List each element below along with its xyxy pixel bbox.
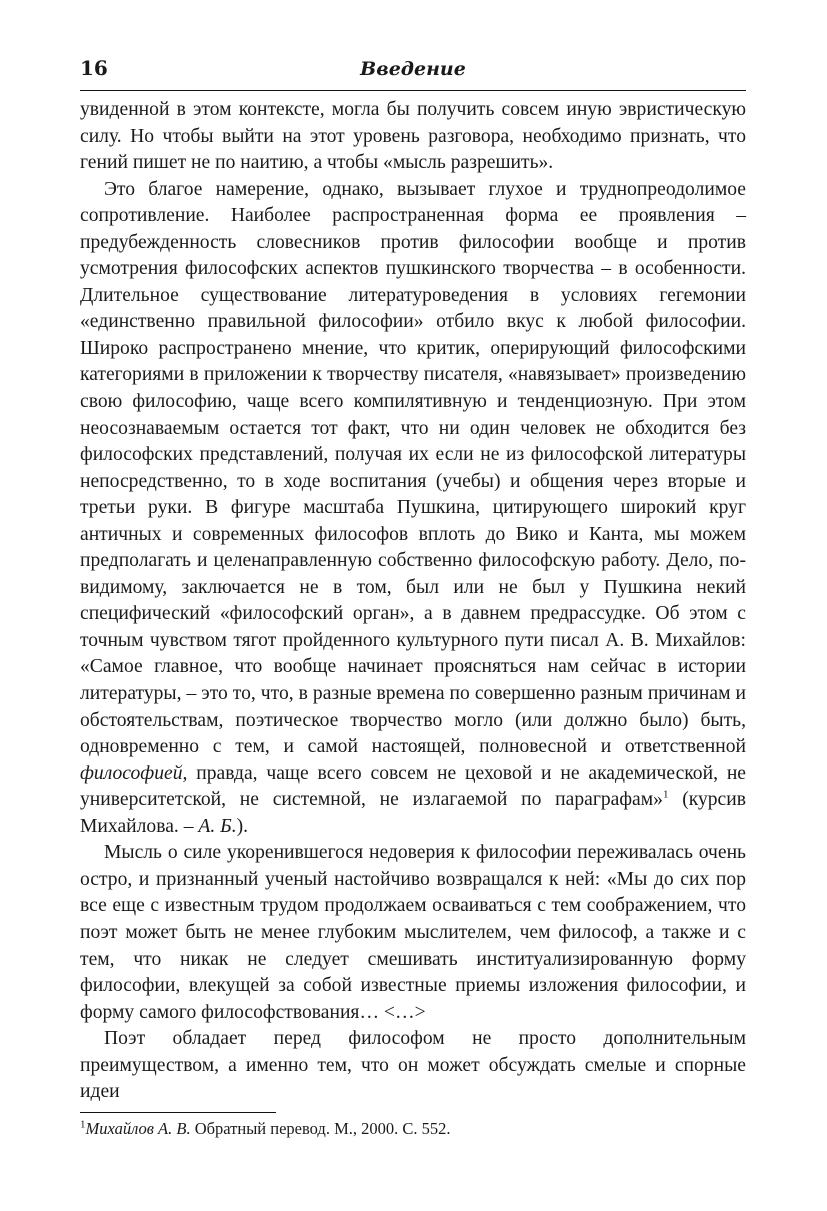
- paragraph-2-part-d: ).: [236, 815, 249, 837]
- paragraph-2-part-c: (курсив Михайлова. –: [80, 789, 746, 837]
- footnote-divider: [80, 1112, 276, 1113]
- footnote-ref: 1: [662, 788, 669, 801]
- body-text: [80, 97, 746, 1106]
- page-header: [80, 52, 746, 91]
- paragraph-2: [80, 177, 746, 841]
- paragraph-2-part-a: Это благое намерение, однако, вызывает глухое и труднопреодолимое сопротивление. Наиболее распространенная форма ее проявления – предубежденность словесников против философии вообще и против усмотрения философских аспектов пушкинского творчества – в особенности. Длительное существование литературоведения в условиях гегемонии «единственно правильной философии» отбило вкус к любой философии. Широко распространено мнение, что критик, оперирующий философскими категориями в приложении к творчеству писателя, «навязывает» произведению свою философию, чаще всего компилятивную и тенденциозную. При этом неосознаваемым остается тот факт, что ни один человек не обходится без философских представлений, получая их если не из философской литературы непосредственно, то в ходе воспитания (учебы) и общения через вторые и третьи руки. В фигуре масштаба Пушкина, цитирующего широкий круг античных и современных философов вплоть до Вико и Канта, мы можем предполагать и целенаправленную собственно философскую работу. Дело, по-видимому, заключается не в том, был или не был у Пушкина некий специфический «философский орган», а в давнем предрассудке. Об этом с точным чувством тягот пройденного культурного пути писал А. В. Михайлов: «Самое главное, что вообще начинает проясняться нам сейчас в истории литературы, – это то, что, в разные времена по совершенно разным причинам и обстоятельствам, поэтическое творчество могло (или должно было) быть, одновременно с тем, и самой настоящей, полновесной и ответственной: [80, 178, 746, 758]
- emphasis-philosophy: философией,: [80, 762, 188, 784]
- book-page: [80, 52, 746, 1141]
- paragraph-3: Мысль о силе укоренившегося недоверия к философии переживалась очень остро, и признанный ученый настойчиво возвращался к ней: «Мы до сих пор все еще с известным трудом продолжаем осваиваться с тем соображением, что поэт может быть не менее глубоким мыслителем, чем философ, а также и с тем, что никак не следует смешивать институализированную форму философии, влекущей за собой известные приемы изложения философии, и форму самого философствования… <…>: [80, 842, 746, 1023]
- paragraph-2-part-b: правда, чаще всего совсем не цеховой и не академической, не университетской, не системной, не излагаемой по параграфам»: [80, 762, 746, 811]
- paragraph-4: Поэт обладает перед философом не просто дополнительным преимуществом, а именно тем, что он может обсуждать смелые и спорные идеи: [80, 1028, 746, 1103]
- footnote-text: Обратный перевод. М., 2000. С. 552.: [190, 1118, 451, 1138]
- footnote: [80, 1117, 746, 1141]
- author-initials: А. Б.: [198, 815, 237, 837]
- footnote-mark: 1: [80, 1118, 86, 1131]
- page-number: 16: [80, 56, 108, 80]
- paragraph-1: увиденной в этом контексте, могла бы получить совсем иную эвристическую силу. Но чтобы выйти на этот уровень разговора, необходимо признать, что гений пишет не по наитию, а чтобы «мысль разрешить».: [80, 99, 746, 174]
- footnote-author: Михайлов А. В.: [85, 1118, 191, 1138]
- running-title: Введение: [360, 58, 466, 80]
